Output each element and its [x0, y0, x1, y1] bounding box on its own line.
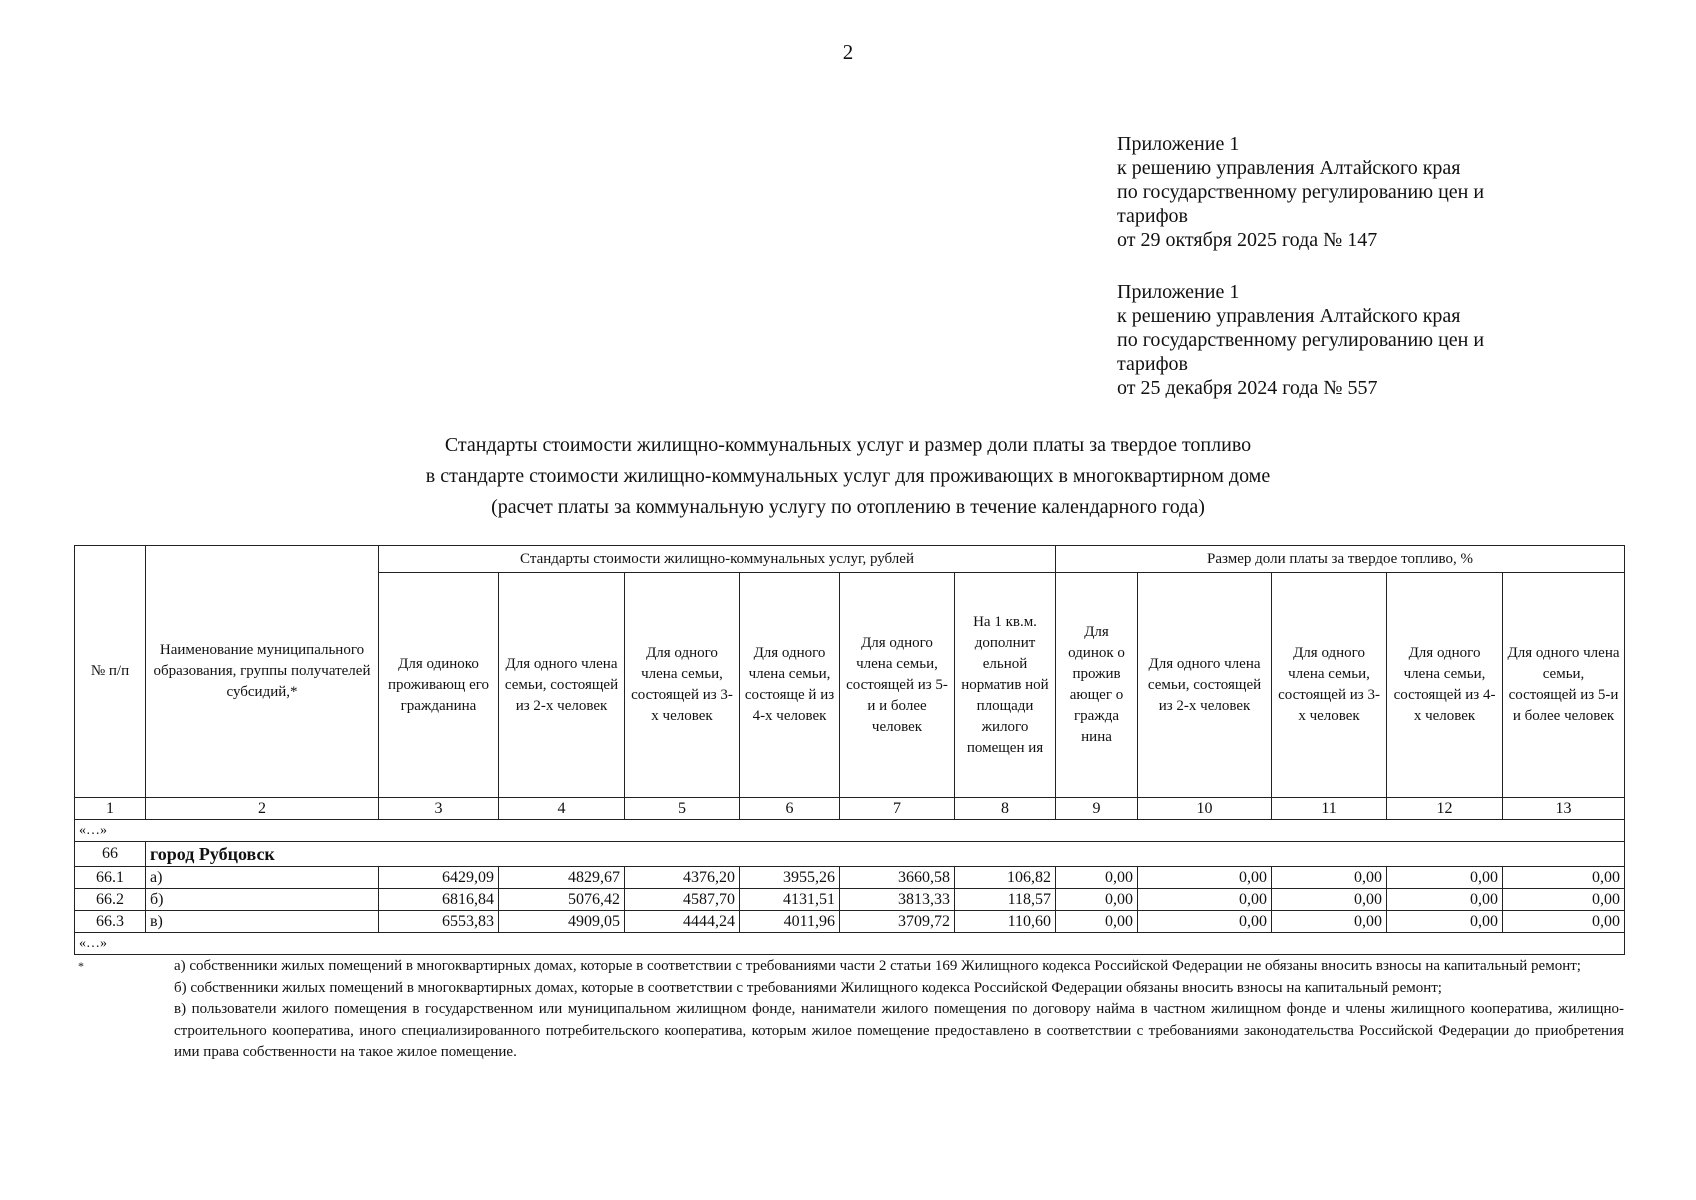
- header-standard-family-5: Для одного члена семьи, состоящей из 5-и и более человек: [840, 573, 955, 798]
- page-number: 2: [842, 40, 854, 64]
- cell-value: 6816,84: [379, 889, 499, 911]
- cell-value: 0,00: [1272, 889, 1387, 911]
- column-number: 12: [1387, 798, 1503, 820]
- title-line: Стандарты стоимости жилищно-коммунальных услуг и размер доли платы за твердое топливо: [444, 434, 1252, 456]
- cell-value: 3709,72: [840, 911, 955, 933]
- row-number: 66.1: [75, 867, 146, 889]
- appendix-block-original: [1117, 280, 1637, 400]
- column-number: 8: [955, 798, 1056, 820]
- row-number: 66.3: [75, 911, 146, 933]
- cell-value: 4131,51: [740, 889, 840, 911]
- appendix-line: тарифов: [1117, 205, 1188, 227]
- footnotes: [78, 956, 1624, 1064]
- cell-value: 4011,96: [740, 911, 840, 933]
- title-line: в стандарте стоимости жилищно-коммунальных услуг для проживающих в многоквартирном доме: [425, 465, 1271, 487]
- cell-value: 0,00: [1503, 867, 1625, 889]
- header-share-family-5: Для одного члена семьи, состоящей из 5-и и более человек: [1503, 573, 1625, 798]
- appendix-line: от 25 декабря 2024 года № 557: [1117, 377, 1378, 399]
- ellipsis-mark: «…»: [75, 933, 1625, 955]
- city-name: город Рубцовск: [146, 842, 1625, 867]
- cell-value: 0,00: [1387, 889, 1503, 911]
- column-number: 4: [499, 798, 625, 820]
- cell-value: 6553,83: [379, 911, 499, 933]
- cell-value: 0,00: [1138, 911, 1272, 933]
- footnote-b: [78, 978, 1624, 1000]
- cell-value: 3955,26: [740, 867, 840, 889]
- column-number: 9: [1056, 798, 1138, 820]
- ellipsis-mark: «…»: [75, 820, 1625, 842]
- cell-value: 6429,09: [379, 867, 499, 889]
- cell-value: 0,00: [1056, 867, 1138, 889]
- cell-value: 0,00: [1387, 911, 1503, 933]
- footnote-text: в) пользователи жилого помещения в государственном или муниципальном жилищном фонде, наниматели жилого помещения по договору найма в частном жилищном фонде и члены жилищного кооператива, жилищно-строительного кооператива, иного специализированного потребительского кооператива, которым жилое помещение предоставлено в соответствии с требованиями законодательства Российской Федерации до приобретения ими права собственности на такое жилое помещение.: [174, 1001, 1624, 1060]
- cell-value: 0,00: [1056, 911, 1138, 933]
- appendix-line: к решению управления Алтайского края: [1117, 305, 1461, 327]
- cell-value: 3660,58: [840, 867, 955, 889]
- cell-value: 4909,05: [499, 911, 625, 933]
- cell-value: 0,00: [1138, 867, 1272, 889]
- city-row: [75, 842, 1625, 867]
- recipient-group: а): [146, 867, 379, 889]
- column-number: 11: [1272, 798, 1387, 820]
- footnote-text: б) собственники жилых помещений в многоквартирных домах, которые в соответствии с требованиями Жилищного кодекса Российской Федерации обязаны вносить взносы на капитальный ремонт;: [174, 979, 1442, 996]
- column-number: 13: [1503, 798, 1625, 820]
- cell-value: 4376,20: [625, 867, 740, 889]
- table-row: [75, 911, 1625, 933]
- cell-value: 5076,42: [499, 889, 625, 911]
- recipient-group: б): [146, 889, 379, 911]
- header-municipality: Наименование муниципального образования, группы получателей субсидий,*: [146, 546, 379, 798]
- footnote-mark: *: [78, 959, 84, 973]
- appendix-line: Приложение 1: [1117, 281, 1240, 303]
- city-number: 66: [75, 842, 146, 867]
- header-standard-per-sqm: На 1 кв.м. дополнит ельной норматив ной площади жилого помещен ия: [955, 573, 1056, 798]
- column-number-row: [75, 798, 1625, 820]
- cell-value: 0,00: [1387, 867, 1503, 889]
- appendix-line: к решению управления Алтайского края: [1117, 157, 1461, 179]
- cell-value: 4829,67: [499, 867, 625, 889]
- column-number: 10: [1138, 798, 1272, 820]
- header-share-family-2: Для одного члена семьи, состоящей из 2-х человек: [1138, 573, 1272, 798]
- cell-value: 0,00: [1138, 889, 1272, 911]
- appendix-line: по государственному регулированию цен и: [1117, 329, 1485, 351]
- cell-value: 0,00: [1503, 911, 1625, 933]
- column-number: 2: [146, 798, 379, 820]
- table-row: [75, 889, 1625, 911]
- column-number: 6: [740, 798, 840, 820]
- column-number: 3: [379, 798, 499, 820]
- header-group-standards: Стандарты стоимости жилищно-коммунальных услуг, рублей: [379, 546, 1056, 573]
- document-title: [0, 430, 1696, 523]
- appendix-line: Приложение 1: [1117, 133, 1240, 155]
- title-line: (расчет платы за коммунальную услугу по отоплению в течение календарного года): [491, 496, 1205, 518]
- recipient-group: в): [146, 911, 379, 933]
- header-standard-family-2: Для одного члена семьи, состоящей из 2-х человек: [499, 573, 625, 798]
- column-number: 5: [625, 798, 740, 820]
- cell-value: 110,60: [955, 911, 1056, 933]
- header-group-fuel-share: Размер доли платы за твердое топливо, %: [1056, 546, 1625, 573]
- header-share-family-4: Для одного члена семьи, состоящей из 4-х человек: [1387, 573, 1503, 798]
- cell-value: 4587,70: [625, 889, 740, 911]
- ellipsis-row: [75, 933, 1625, 955]
- header-share-single: Для одинок о прожив ающег о гражда нина: [1056, 573, 1138, 798]
- appendix-block-current: [1117, 132, 1637, 252]
- appendix-line: тарифов: [1117, 353, 1188, 375]
- ellipsis-row: [75, 820, 1625, 842]
- cell-value: 4444,24: [625, 911, 740, 933]
- cell-value: 0,00: [1272, 867, 1387, 889]
- standards-table: [74, 545, 1625, 955]
- cell-value: 0,00: [1272, 911, 1387, 933]
- header-standard-family-3: Для одного члена семьи, состоящей из 3-х человек: [625, 573, 740, 798]
- column-number: 1: [75, 798, 146, 820]
- table-row: [75, 867, 1625, 889]
- cell-value: 0,00: [1056, 889, 1138, 911]
- appendix-line: по государственному регулированию цен и: [1117, 181, 1485, 203]
- cell-value: 106,82: [955, 867, 1056, 889]
- column-number: 7: [840, 798, 955, 820]
- header-standard-single: Для одиноко проживающ его гражданина: [379, 573, 499, 798]
- cell-value: 118,57: [955, 889, 1056, 911]
- cell-value: 0,00: [1503, 889, 1625, 911]
- row-number: 66.2: [75, 889, 146, 911]
- header-row-number: № п/п: [75, 546, 146, 798]
- header-share-family-3: Для одного члена семьи, состоящей из 3-х человек: [1272, 573, 1387, 798]
- appendix-line: от 29 октября 2025 года № 147: [1117, 229, 1378, 251]
- header-standard-family-4: Для одного члена семьи, состояще й из 4-х человек: [740, 573, 840, 798]
- footnote-a: [78, 956, 1624, 978]
- footnote-text: а) собственники жилых помещений в многоквартирных домах, которые в соответствии с требованиями части 2 статьи 169 Жилищного кодекса Российской Федерации не обязаны вносить взносы на капитальный ремонт;: [174, 958, 1581, 974]
- footnote-c: [78, 999, 1624, 1064]
- cell-value: 3813,33: [840, 889, 955, 911]
